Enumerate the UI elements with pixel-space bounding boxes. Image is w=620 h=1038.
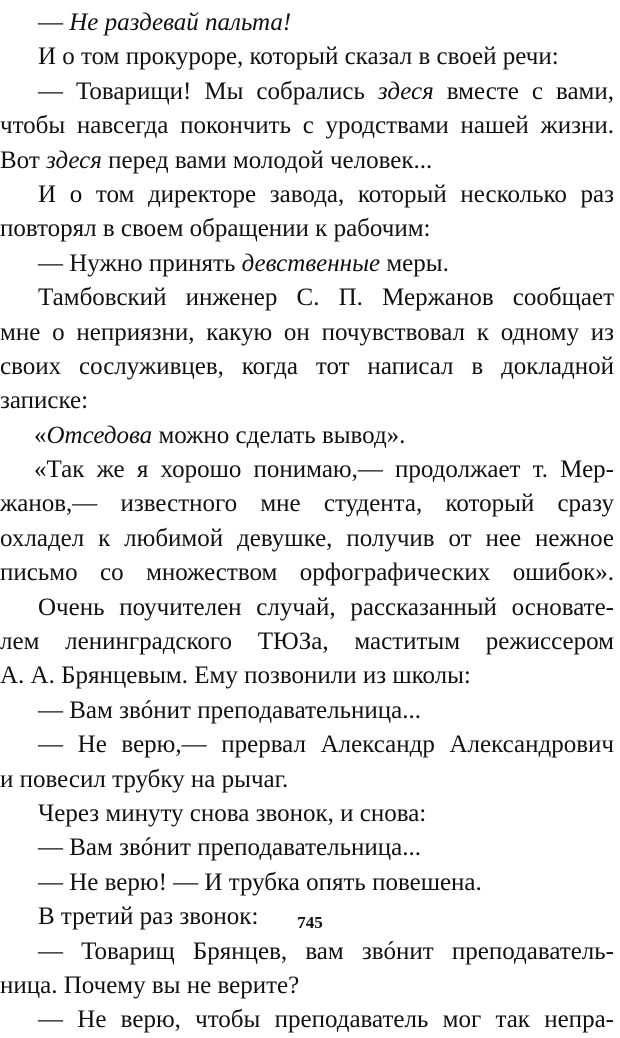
text-line [0,1003,614,1037]
text-run: — [38,9,70,36]
text-line [0,556,614,590]
text-run: И о том прокуроре, который сказал в своей речи: [38,43,559,71]
text-line [0,109,614,143]
text-line [0,350,614,384]
text-run: перед вами молодой человек... [101,146,433,174]
text-line [0,591,614,625]
text-run: И о том директоре завода, который несколько раз [38,180,614,208]
italic-run: здеся [46,146,102,174]
text-run: Тамбовский инженер С. П. Мержанов сообщает [38,284,614,312]
text-run: охладел к любимой девушке, получив от нее нежное [0,524,614,552]
text-run: — Нужно принять [38,249,242,277]
italic-run: девственные [241,249,381,277]
text-run: — Не верю, чтобы преподаватель мог так непра- [38,1006,614,1034]
text-line [0,694,614,728]
text-line [0,6,614,40]
text-line [0,40,614,74]
text-line [0,384,614,418]
text-line [0,178,614,212]
page-number: 745 [297,913,323,932]
text-run: повторял в своем обращении к рабочим: [0,215,431,243]
text-run: вместе с вами, [433,77,614,105]
text-run: — Вам звóнит преподавательница... [38,696,421,724]
text-run: Через минуту снова звонок, и снова: [38,799,427,827]
text-line [0,969,614,1003]
italic-run: Отседова [46,421,153,449]
text-line [0,247,614,281]
text-run: письмо со множеством орфографических ошибок». [0,559,614,587]
text-line [0,797,614,831]
text-line [0,625,614,659]
text-run: меры. [380,249,449,277]
text-run: мне о неприязни, какую он почувствовал к одному из [0,318,614,346]
text-run: — Товарищи! Мы собрались [38,77,378,105]
text-run: Очень поучителен случай, рассказанный основате- [38,593,614,621]
text-run: « [34,421,47,449]
text-line [0,866,614,900]
text-line [0,935,614,969]
text-run: лем ленинградского ТЮЗа, маститым режиссером [0,628,614,656]
text-line [0,831,614,865]
text-run: А. А. Брянцевым. Ему позвонили из школы: [0,662,471,690]
text-run: можно сделать вывод». [152,421,406,449]
text-line [0,487,614,521]
text-line [0,453,614,487]
text-run: В третий раз звонок: [38,903,259,931]
text-line [0,212,614,246]
text-line [0,763,614,797]
text-run: ница. Почему вы не верите? [0,971,300,999]
text-line [0,281,614,315]
text-run: — Вам звóнит преподавательница... [38,834,421,862]
text-run: и повесил трубку на рычаг. [0,765,289,793]
text-run: — Товарищ Брянцев, вам звóнит преподаватель- [38,937,614,965]
text-run: своих сослуживцев, когда тот написал в докладной [0,352,614,380]
text-run: — Не верю! — И трубка опять повешена. [38,868,482,896]
italic-run: здеся [377,77,434,105]
text-run: чтобы навсегда покончить с уродствами нашей жизни. [0,112,614,140]
text-run: записке: [0,387,89,415]
text-run: жанов,— известного мне студента, который сразу [0,490,614,518]
text-line [0,75,614,109]
italic-run: Не раздевай пальта! [69,9,292,36]
text-line [0,522,614,556]
text-line [0,316,614,350]
text-line [0,419,614,453]
text-line [0,659,614,693]
body-text [0,6,614,1038]
text-run: Вот [0,146,47,174]
text-line [0,728,614,762]
text-run: «Так же я хорошо понимаю,— продолжает т. Мер- [34,456,614,484]
text-line [0,144,614,178]
text-run: — Не верю,— прервал Александр Александрович [38,731,614,759]
